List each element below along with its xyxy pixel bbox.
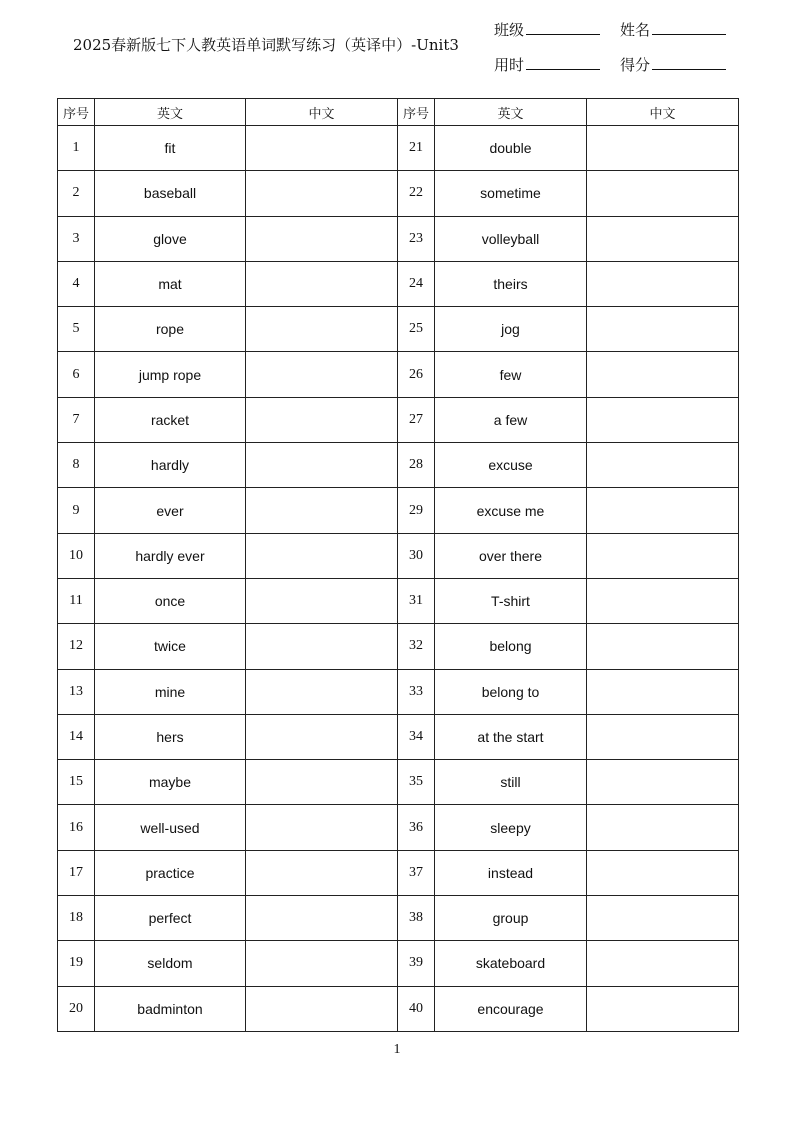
score-blank[interactable] — [652, 55, 726, 70]
english-word-cell: baseball — [95, 171, 246, 216]
chinese-answer-cell[interactable] — [587, 760, 739, 805]
table-row — [58, 533, 739, 578]
time-blank[interactable] — [526, 55, 600, 70]
english-word-cell: maybe — [95, 760, 246, 805]
number-cell: 28 — [398, 443, 435, 488]
english-word-cell: once — [95, 578, 246, 623]
number-cell: 6 — [58, 352, 95, 397]
table-row — [58, 805, 739, 850]
number-cell: 24 — [398, 261, 435, 306]
chinese-answer-cell[interactable] — [587, 896, 739, 941]
number-cell: 7 — [58, 397, 95, 442]
number-cell: 33 — [398, 669, 435, 714]
english-word-cell: well-used — [95, 805, 246, 850]
number-cell: 29 — [398, 488, 435, 533]
table-row — [58, 760, 739, 805]
column-header-number-left: 序号 — [58, 99, 95, 126]
page-number: 1 — [393, 1042, 401, 1057]
chinese-answer-cell[interactable] — [587, 578, 739, 623]
number-cell: 19 — [58, 941, 95, 986]
number-cell: 22 — [398, 171, 435, 216]
number-cell: 31 — [398, 578, 435, 623]
table-row — [58, 669, 739, 714]
table-row — [58, 714, 739, 759]
chinese-answer-cell[interactable] — [587, 624, 739, 669]
english-word-cell: over there — [435, 533, 587, 578]
column-header-chinese-right: 中文 — [587, 99, 739, 126]
class-label: 班级 — [494, 21, 525, 39]
english-word-cell: jog — [435, 307, 587, 352]
chinese-answer-cell[interactable] — [587, 533, 739, 578]
name-blank[interactable] — [652, 20, 726, 35]
chinese-answer-cell[interactable] — [587, 714, 739, 759]
class-blank[interactable] — [526, 20, 600, 35]
english-word-cell: mine — [95, 669, 246, 714]
english-word-cell: excuse — [435, 443, 587, 488]
number-cell: 30 — [398, 533, 435, 578]
chinese-answer-cell[interactable] — [246, 397, 398, 442]
number-cell: 12 — [58, 624, 95, 669]
chinese-answer-cell[interactable] — [587, 126, 739, 171]
chinese-answer-cell[interactable] — [587, 307, 739, 352]
number-cell: 8 — [58, 443, 95, 488]
time-label: 用时 — [494, 56, 525, 74]
number-cell: 37 — [398, 850, 435, 895]
number-cell: 18 — [58, 896, 95, 941]
page-title: 2025春新版七下人教英语单词默写练习（英译中）-Unit3 — [73, 36, 459, 54]
number-cell: 17 — [58, 850, 95, 895]
number-cell: 36 — [398, 805, 435, 850]
chinese-answer-cell[interactable] — [587, 216, 739, 261]
english-word-cell: belong — [435, 624, 587, 669]
english-word-cell: group — [435, 896, 587, 941]
table-row — [58, 624, 739, 669]
chinese-answer-cell[interactable] — [246, 261, 398, 306]
number-cell: 38 — [398, 896, 435, 941]
chinese-answer-cell[interactable] — [246, 850, 398, 895]
english-word-cell: ever — [95, 488, 246, 533]
number-cell: 34 — [398, 714, 435, 759]
english-word-cell: encourage — [435, 986, 587, 1031]
column-header-number-right: 序号 — [398, 99, 435, 126]
number-cell: 14 — [58, 714, 95, 759]
english-word-cell: seldom — [95, 941, 246, 986]
table-row — [58, 850, 739, 895]
number-cell: 32 — [398, 624, 435, 669]
number-cell: 27 — [398, 397, 435, 442]
table-row — [58, 126, 739, 171]
chinese-answer-cell[interactable] — [246, 443, 398, 488]
table-row — [58, 171, 739, 216]
chinese-answer-cell[interactable] — [587, 850, 739, 895]
english-word-cell: hers — [95, 714, 246, 759]
chinese-answer-cell[interactable] — [246, 624, 398, 669]
number-cell: 16 — [58, 805, 95, 850]
number-cell: 4 — [58, 261, 95, 306]
name-field[interactable] — [620, 19, 726, 40]
english-word-cell: twice — [95, 624, 246, 669]
number-cell: 40 — [398, 986, 435, 1031]
english-word-cell: practice — [95, 850, 246, 895]
score-label: 得分 — [620, 56, 651, 74]
number-cell: 1 — [58, 126, 95, 171]
table-row — [58, 397, 739, 442]
number-cell: 5 — [58, 307, 95, 352]
english-word-cell: fit — [95, 126, 246, 171]
english-word-cell: few — [435, 352, 587, 397]
table-header-row — [58, 99, 739, 126]
chinese-answer-cell[interactable] — [587, 443, 739, 488]
chinese-answer-cell[interactable] — [246, 307, 398, 352]
english-word-cell: T-shirt — [435, 578, 587, 623]
english-word-cell: hardly ever — [95, 533, 246, 578]
english-word-cell: badminton — [95, 986, 246, 1031]
table-row — [58, 261, 739, 306]
chinese-answer-cell[interactable] — [587, 397, 739, 442]
chinese-answer-cell[interactable] — [587, 171, 739, 216]
english-word-cell: volleyball — [435, 216, 587, 261]
number-cell: 23 — [398, 216, 435, 261]
number-cell: 20 — [58, 986, 95, 1031]
table-row — [58, 443, 739, 488]
number-cell: 25 — [398, 307, 435, 352]
column-header-chinese-left: 中文 — [246, 99, 398, 126]
chinese-answer-cell[interactable] — [587, 488, 739, 533]
english-word-cell: mat — [95, 261, 246, 306]
english-word-cell: rope — [95, 307, 246, 352]
english-word-cell: theirs — [435, 261, 587, 306]
chinese-answer-cell[interactable] — [246, 669, 398, 714]
english-word-cell: double — [435, 126, 587, 171]
vocab-table — [57, 98, 739, 1032]
chinese-answer-cell[interactable] — [587, 352, 739, 397]
number-cell: 15 — [58, 760, 95, 805]
english-word-cell: hardly — [95, 443, 246, 488]
english-word-cell: a few — [435, 397, 587, 442]
english-word-cell: jump rope — [95, 352, 246, 397]
english-word-cell: still — [435, 760, 587, 805]
chinese-answer-cell[interactable] — [246, 488, 398, 533]
number-cell: 13 — [58, 669, 95, 714]
english-word-cell: excuse me — [435, 488, 587, 533]
chinese-answer-cell[interactable] — [246, 578, 398, 623]
number-cell: 10 — [58, 533, 95, 578]
table-row — [58, 896, 739, 941]
chinese-answer-cell[interactable] — [587, 261, 739, 306]
chinese-answer-cell[interactable] — [246, 805, 398, 850]
table-row — [58, 578, 739, 623]
chinese-answer-cell[interactable] — [246, 352, 398, 397]
chinese-answer-cell[interactable] — [587, 986, 739, 1031]
table-row — [58, 216, 739, 261]
english-word-cell: racket — [95, 397, 246, 442]
chinese-answer-cell[interactable] — [587, 805, 739, 850]
chinese-answer-cell[interactable] — [246, 126, 398, 171]
number-cell: 11 — [58, 578, 95, 623]
english-word-cell: instead — [435, 850, 587, 895]
chinese-answer-cell[interactable] — [246, 760, 398, 805]
english-word-cell: at the start — [435, 714, 587, 759]
table-row — [58, 307, 739, 352]
chinese-answer-cell[interactable] — [246, 216, 398, 261]
class-field[interactable] — [494, 19, 600, 40]
chinese-answer-cell[interactable] — [587, 669, 739, 714]
chinese-answer-cell[interactable] — [246, 896, 398, 941]
number-cell: 39 — [398, 941, 435, 986]
english-word-cell: glove — [95, 216, 246, 261]
number-cell: 21 — [398, 126, 435, 171]
chinese-answer-cell[interactable] — [246, 714, 398, 759]
number-cell: 35 — [398, 760, 435, 805]
english-word-cell: skateboard — [435, 941, 587, 986]
number-cell: 3 — [58, 216, 95, 261]
english-word-cell: perfect — [95, 896, 246, 941]
table-row — [58, 986, 739, 1031]
chinese-answer-cell[interactable] — [246, 533, 398, 578]
name-label: 姓名 — [620, 21, 651, 39]
column-header-english-left: 英文 — [95, 99, 246, 126]
english-word-cell: belong to — [435, 669, 587, 714]
number-cell: 9 — [58, 488, 95, 533]
number-cell: 26 — [398, 352, 435, 397]
column-header-english-right: 英文 — [435, 99, 587, 126]
table-row — [58, 352, 739, 397]
table-row — [58, 488, 739, 533]
chinese-answer-cell[interactable] — [246, 941, 398, 986]
number-cell: 2 — [58, 171, 95, 216]
chinese-answer-cell[interactable] — [246, 986, 398, 1031]
chinese-answer-cell[interactable] — [587, 941, 739, 986]
score-field[interactable] — [620, 54, 726, 75]
table-row — [58, 941, 739, 986]
time-field[interactable] — [494, 54, 600, 75]
english-word-cell: sleepy — [435, 805, 587, 850]
english-word-cell: sometime — [435, 171, 587, 216]
chinese-answer-cell[interactable] — [246, 171, 398, 216]
